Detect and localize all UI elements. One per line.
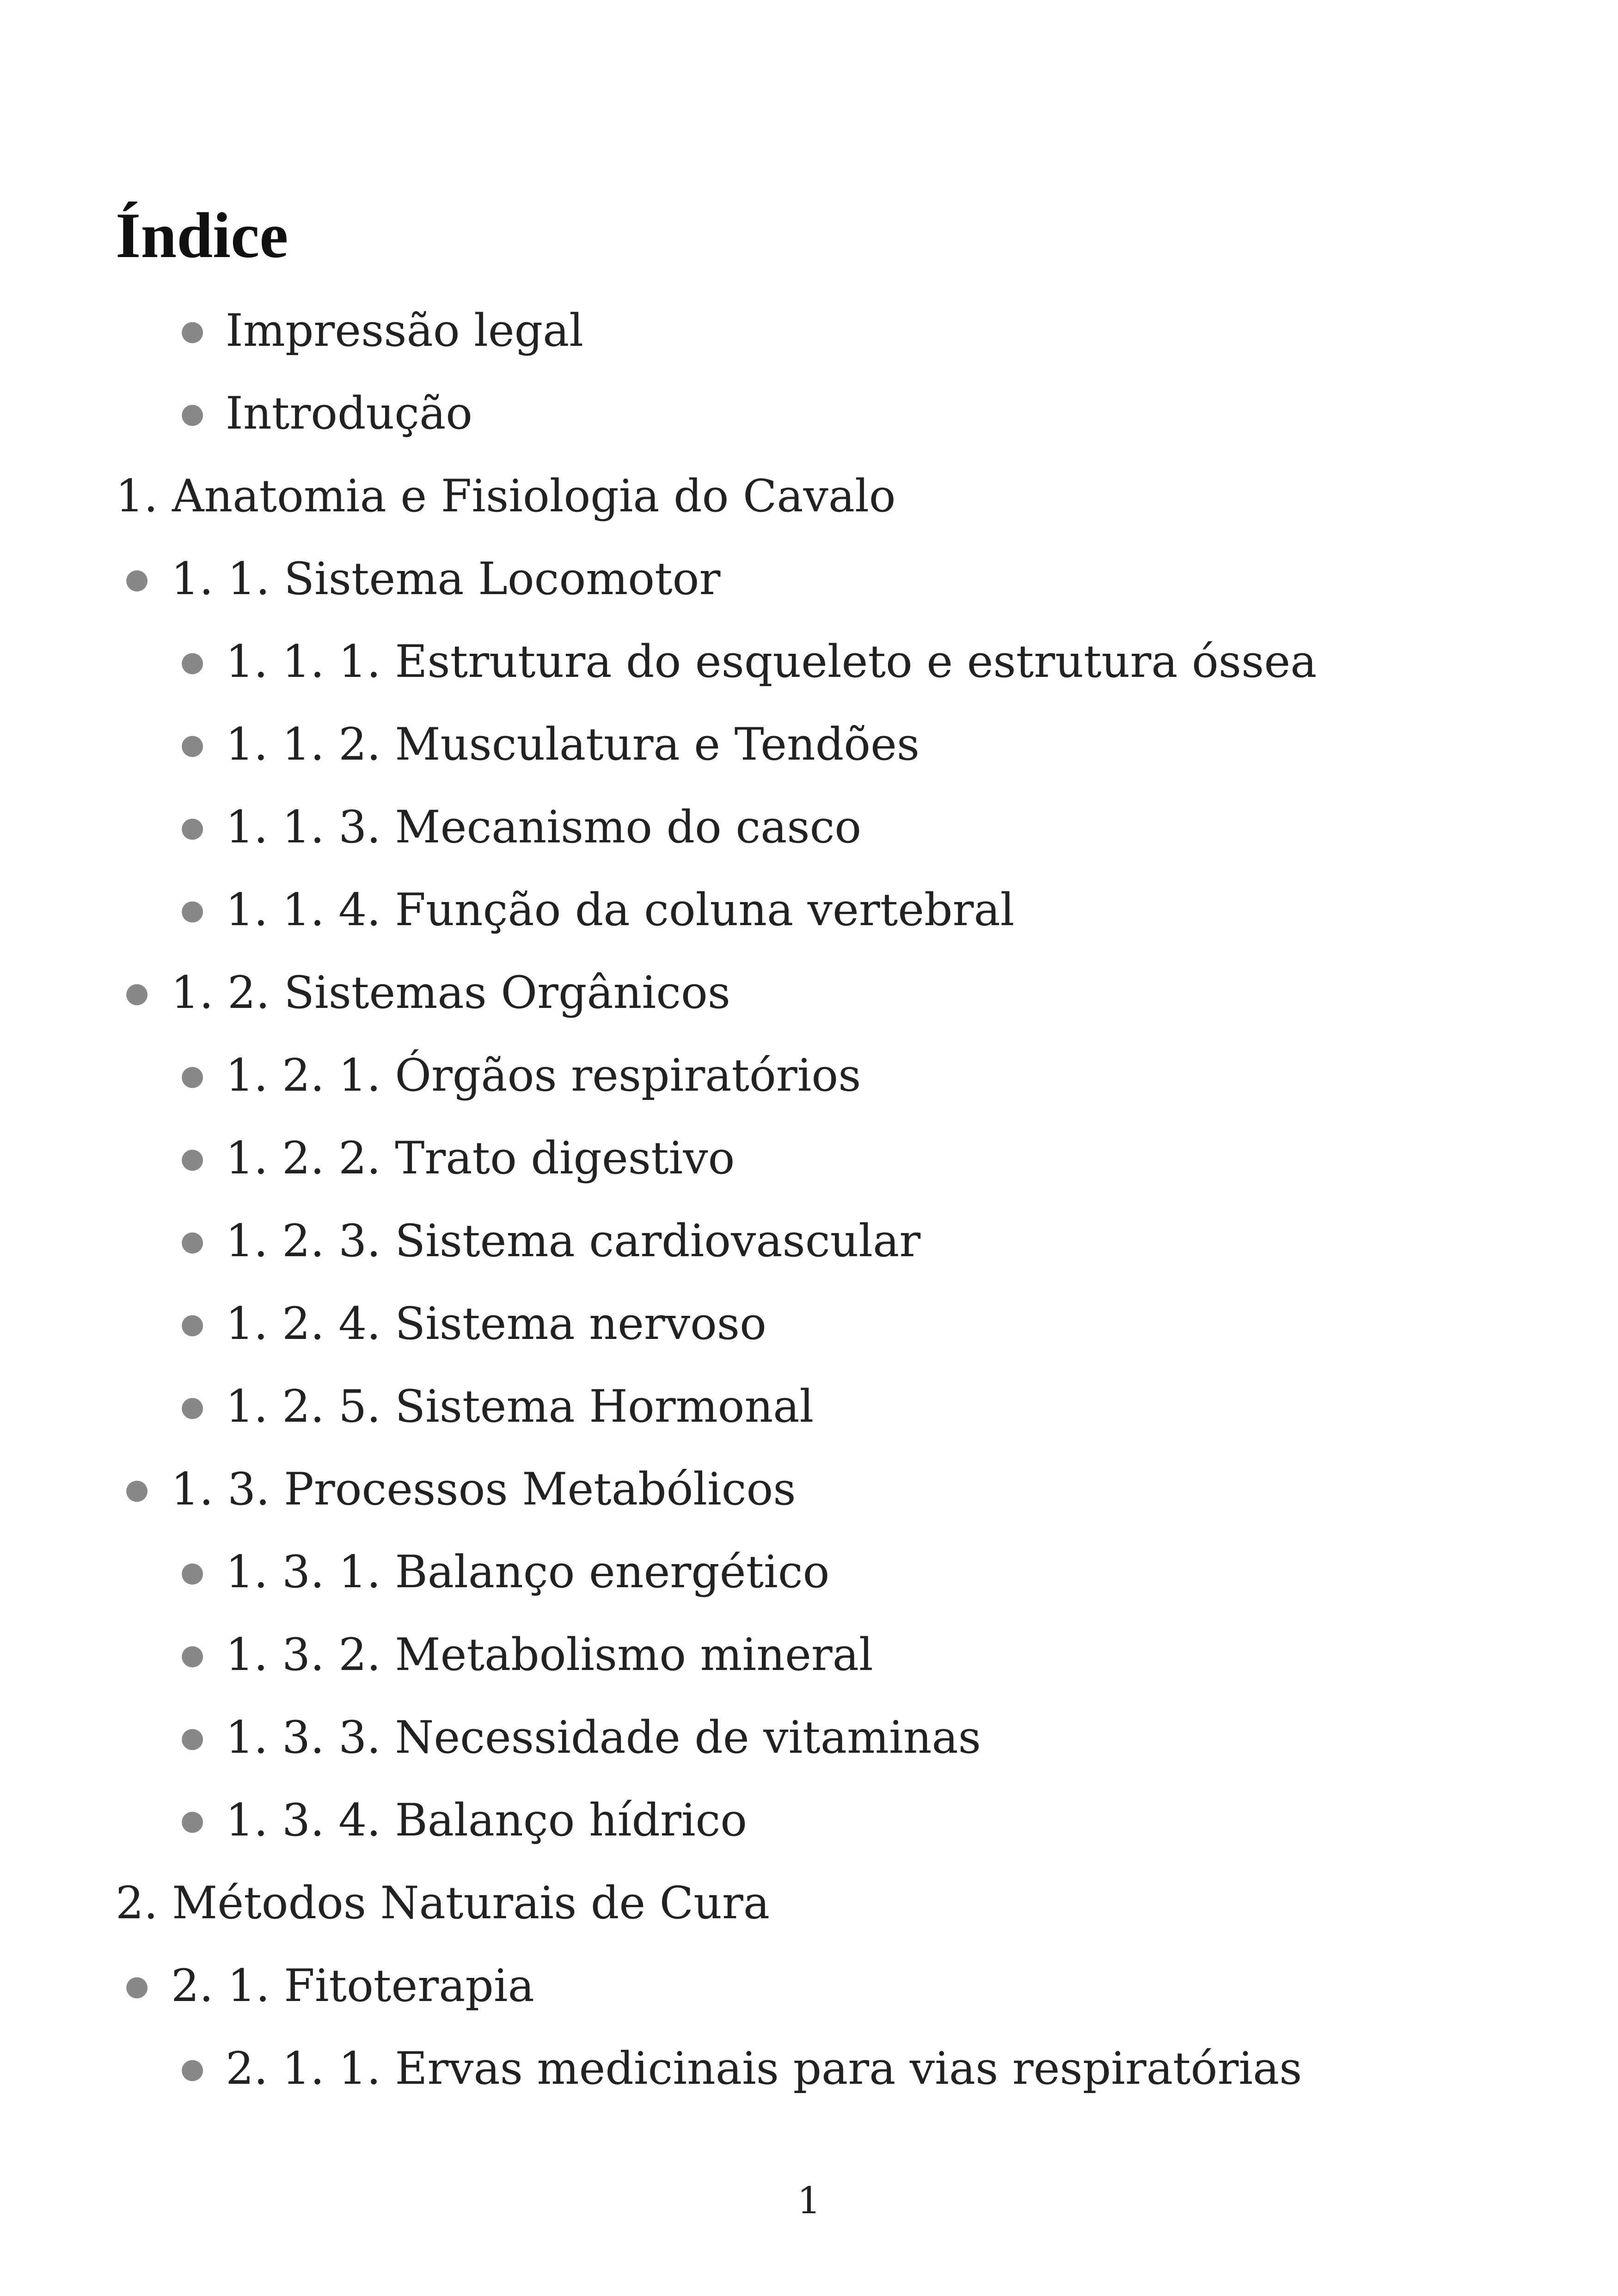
bullet-icon: ● — [125, 1970, 149, 2002]
toc-entry-label: 2. 1. 1. Ervas medicinais para vias respiratórias — [226, 2043, 1302, 2094]
bullet-icon: ● — [180, 1390, 205, 1423]
toc-entry-label: 1. 1. Sistema Locomotor — [171, 553, 721, 605]
toc-entry[interactable] — [0, 875, 1618, 958]
bullet-icon: ● — [180, 397, 205, 430]
bullet-icon: ● — [180, 314, 205, 347]
toc-entry-label: Introdução — [226, 387, 473, 439]
toc-entry[interactable] — [0, 1206, 1618, 1289]
toc-entry-label: 1. 1. 1. Estrutura do esqueleto e estrutura óssea — [226, 636, 1317, 688]
toc-entry-label: 1. 1. 2. Musculatura e Tendões — [226, 718, 920, 770]
toc-entry[interactable] — [0, 544, 1618, 627]
toc-entry-label: 1. 1. 3. Mecanismo do casco — [226, 801, 862, 853]
page-number: 1 — [797, 2179, 821, 2222]
toc-entry[interactable] — [0, 2034, 1618, 2117]
toc-entry-label: 1. 3. Processos Metabólicos — [171, 1463, 796, 1515]
toc-entry-label: 2. Métodos Naturais de Cura — [116, 1877, 770, 1929]
bullet-icon: ● — [180, 811, 205, 843]
toc-entry[interactable] — [0, 461, 1618, 544]
toc-entry-label: 1. 2. 4. Sistema nervoso — [226, 1298, 766, 1350]
toc-entry-label: 1. 3. 3. Necessidade de vitaminas — [226, 1712, 981, 1763]
toc-entry[interactable] — [0, 1951, 1618, 2034]
toc-entry-label: 1. 3. 4. Balanço hídrico — [226, 1794, 748, 1846]
bullet-icon: ● — [180, 2052, 205, 2085]
toc-entry[interactable] — [0, 1537, 1618, 1620]
toc-entry[interactable] — [0, 1123, 1618, 1206]
toc-entry-label: 1. 2. Sistemas Orgânicos — [171, 967, 731, 1019]
bullet-icon: ● — [180, 1804, 205, 1836]
bullet-icon: ● — [125, 1473, 149, 1505]
toc-entry[interactable] — [0, 1620, 1618, 1703]
bullet-icon: ● — [180, 1059, 205, 1092]
page-title: Índice — [116, 200, 288, 271]
toc-entry[interactable] — [0, 627, 1618, 710]
toc-entry[interactable] — [0, 296, 1618, 379]
bullet-icon: ● — [180, 645, 205, 678]
toc-entry[interactable] — [0, 792, 1618, 875]
bullet-icon: ● — [180, 1142, 205, 1174]
toc-entry[interactable] — [0, 1455, 1618, 1537]
toc-entry[interactable] — [0, 958, 1618, 1041]
toc-entry[interactable] — [0, 1786, 1618, 1868]
toc-entry-label: 1. 2. 1. Órgãos respiratórios — [226, 1050, 861, 1101]
bullet-icon: ● — [180, 1556, 205, 1588]
bullet-icon: ● — [180, 728, 205, 761]
toc-entry[interactable] — [0, 710, 1618, 792]
toc-entry[interactable] — [0, 379, 1618, 461]
toc-entry[interactable] — [0, 1372, 1618, 1455]
toc-entry-label: 1. 3. 1. Balanço energético — [226, 1546, 830, 1598]
bullet-icon: ● — [180, 894, 205, 926]
toc-entry-label: 1. 2. 3. Sistema cardiovascular — [226, 1215, 921, 1267]
toc-entry-label: 1. Anatomia e Fisiologia do Cavalo — [116, 470, 896, 522]
toc-entry[interactable] — [0, 1041, 1618, 1123]
toc-entry-label: 2. 1. Fitoterapia — [171, 1960, 534, 2012]
toc-entry-label: 1. 1. 4. Função da coluna vertebral — [226, 884, 1015, 936]
toc-entry[interactable] — [0, 1289, 1618, 1372]
toc-entry-label: Impressão legal — [226, 305, 584, 356]
toc-entry-label: 1. 2. 2. Trato digestivo — [226, 1132, 735, 1184]
bullet-icon: ● — [180, 1721, 205, 1754]
bullet-icon: ● — [180, 1308, 205, 1340]
bullet-icon: ● — [125, 976, 149, 1009]
toc-entry-label: 1. 3. 2. Metabolismo mineral — [226, 1629, 873, 1681]
bullet-icon: ● — [180, 1225, 205, 1257]
bullet-icon: ● — [180, 1639, 205, 1671]
toc-entry-label: 1. 2. 5. Sistema Hormonal — [226, 1381, 814, 1432]
bullet-icon: ● — [125, 563, 149, 595]
toc-entry[interactable] — [0, 1868, 1618, 1951]
toc-entry[interactable] — [0, 1703, 1618, 1786]
table-of-contents — [0, 296, 1618, 2117]
